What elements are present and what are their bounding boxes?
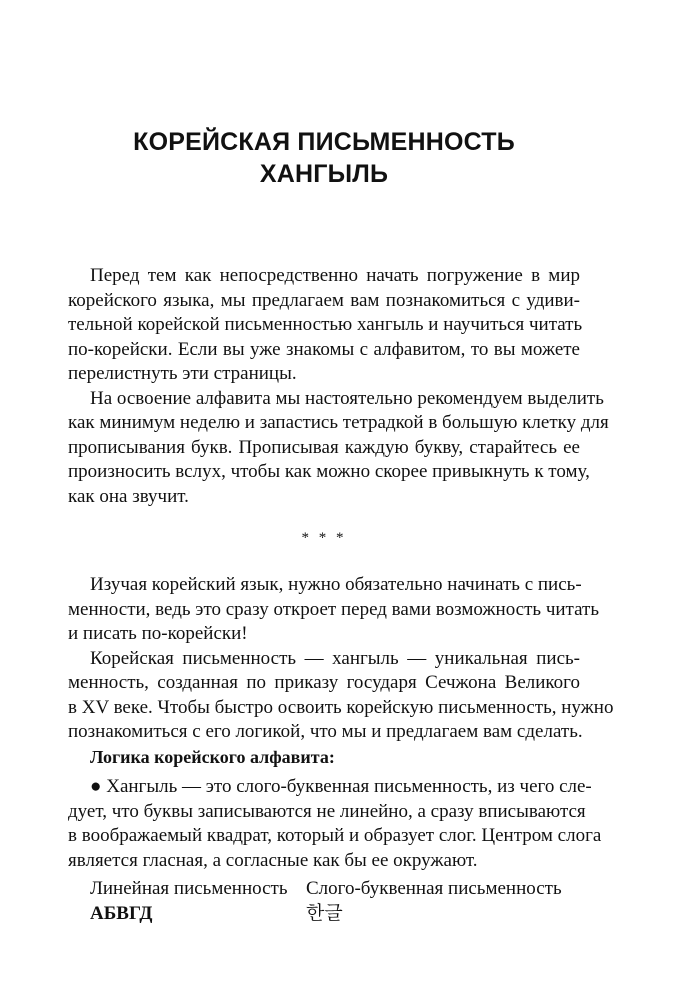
linear-writing-column bbox=[90, 876, 288, 926]
text-line: как минимум неделю и запастись тетрадкой в большую клетку для bbox=[68, 412, 609, 433]
text-line: познакомиться с его логикой, что мы и предлагаем вам сделать. bbox=[68, 721, 583, 742]
bullet-paragraph bbox=[68, 775, 602, 873]
text-line: является гласная, а согласные как бы ее окружают. bbox=[68, 849, 478, 871]
paragraph-intro-2 bbox=[68, 387, 609, 510]
syllabic-writing-example: 한글 bbox=[306, 902, 343, 924]
section-heading: Логика корейского алфавита: bbox=[90, 747, 335, 767]
syllabic-writing-label: Слого-буквенная письменность bbox=[306, 878, 562, 899]
text-line: по-корейски. Если вы уже знакомы с алфавитом, то вы можете bbox=[68, 338, 580, 360]
text-line: менность, созданная по приказу государя Сечжона Великого bbox=[68, 672, 580, 693]
text-line: произносить вслух, чтобы как можно скорее привыкнуть к тому, bbox=[68, 461, 590, 482]
syllabic-writing-column bbox=[306, 876, 562, 926]
chapter-title bbox=[68, 126, 580, 190]
linear-writing-example: АБВГД bbox=[90, 903, 153, 924]
text-line: менности, ведь это сразу откроет перед вами возможность читать bbox=[68, 598, 599, 620]
text-line: Изучая корейский язык, нужно обязательно начинать с пись- bbox=[90, 574, 582, 595]
section-separator: * * * bbox=[301, 530, 347, 546]
text-line: прописывания букв. Прописывая каждую букву, старайтесь ее bbox=[68, 436, 580, 458]
paragraph-body-1 bbox=[68, 573, 599, 647]
text-line: тельной корейской письменностью хангыль и научиться читать bbox=[68, 314, 583, 335]
text-line: На освоение алфавита мы настоятельно рекомендуем выделить bbox=[90, 387, 604, 409]
text-line: дует, что буквы записываются не линейно, а сразу вписываются bbox=[68, 800, 586, 822]
text-line: ● Хангыль — это слого-буквенная письменность, из чего сле- bbox=[90, 776, 592, 797]
text-line: Перед тем как непосредственно начать погружение в мир bbox=[90, 265, 580, 286]
text-line: в воображаемый квадрат, который и образует слог. Центром слога bbox=[68, 825, 602, 846]
text-line: корейского языка, мы предлагаем вам познакомиться с удиви- bbox=[68, 289, 580, 311]
paragraph-intro-1 bbox=[68, 264, 583, 387]
linear-writing-label: Линейная письменность bbox=[90, 878, 288, 899]
text-line: в XV веке. Чтобы быстро освоить корейскую письменность, нужно bbox=[68, 696, 614, 718]
chapter-title-line-1: КОРЕЙСКАЯ ПИСЬМЕННОСТЬ bbox=[133, 128, 515, 156]
book-page bbox=[68, 0, 614, 1000]
text-line: и писать по-корейски! bbox=[68, 623, 248, 644]
text-line: перелистнуть эти страницы. bbox=[68, 363, 297, 384]
text-line: Корейская письменность — хангыль — уникальная пись- bbox=[90, 647, 580, 669]
paragraph-body-2 bbox=[68, 647, 614, 745]
text-line: как она звучит. bbox=[68, 485, 189, 507]
chapter-title-line-2: ХАНГЫЛЬ bbox=[259, 160, 389, 188]
